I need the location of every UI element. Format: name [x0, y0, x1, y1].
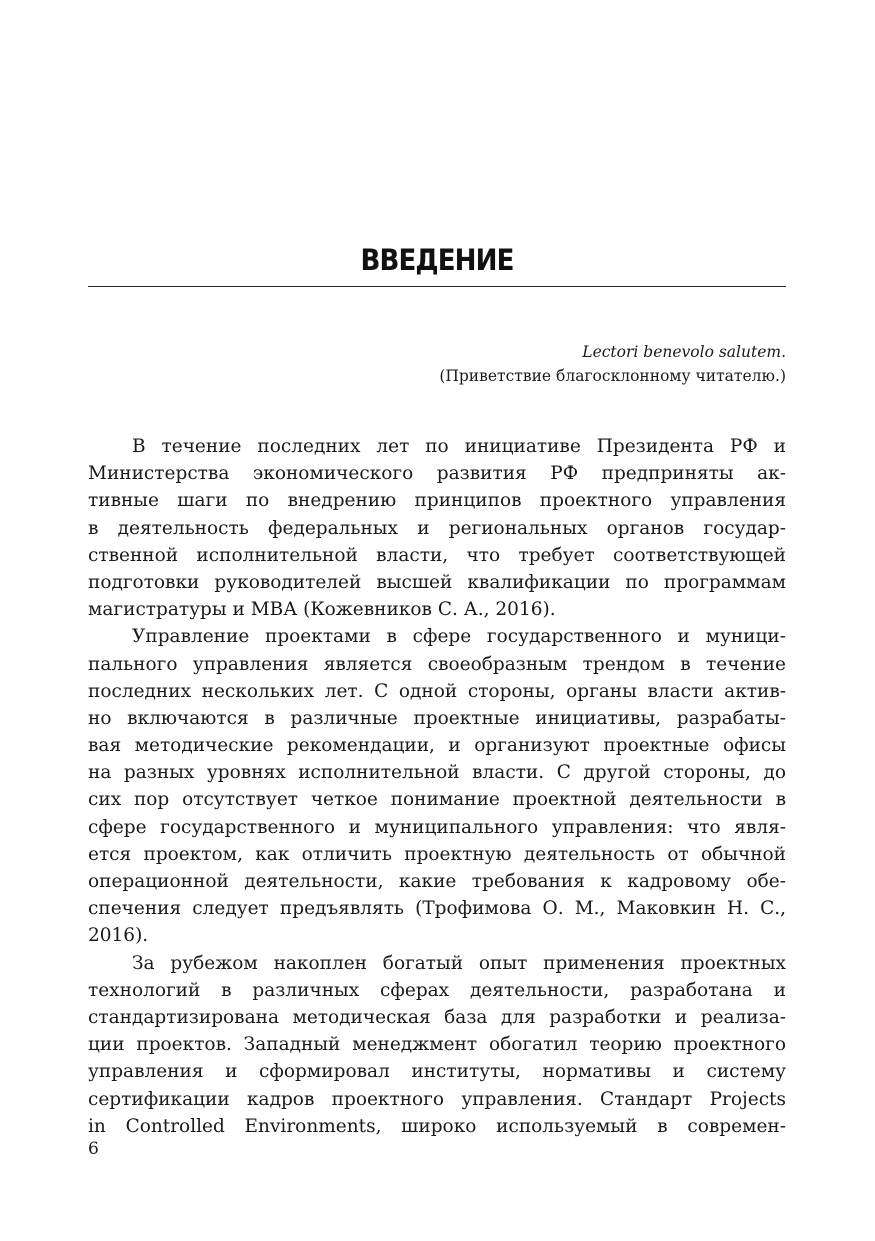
text-line: технологий в различных сферах деятельности, разработана и — [88, 979, 786, 1001]
paragraph-2 — [88, 623, 786, 949]
text-line: ственной исполнительной власти, что требует соответствующей — [88, 544, 786, 566]
text-line: За рубежом накоплен богатый опыт применения проектных — [132, 952, 786, 974]
paragraph-3 — [88, 950, 786, 1140]
text-line: ции проектов. Западный менеджмент обогатил теорию проектного — [88, 1034, 786, 1056]
text-line: вая методические рекомендации, и организуют проектные офисы — [88, 735, 786, 757]
text-line: сих пор отсутствует четкое понимание проектной деятельности в — [88, 789, 786, 811]
text-line: в деятельность федеральных и региональных органов государ- — [88, 517, 786, 539]
heading-rule — [88, 286, 786, 287]
epigraph-latin: Lectori benevolo salutem. — [582, 343, 786, 361]
page-number: 6 — [88, 1139, 99, 1159]
text-line: последних нескольких лет. С одной стороны, органы власти актив- — [88, 680, 786, 702]
text-line: Министерства экономического развития РФ предприняты ак- — [88, 463, 786, 485]
text-line: стандартизирована методическая база для разработки и реализа- — [88, 1006, 786, 1028]
text-line: на разных уровнях исполнительной власти. С другой стороны, до — [88, 762, 786, 784]
text-line: сфере государственного и муниципального управления: что явля- — [88, 816, 786, 838]
text-line: ется проектом, как отличить проектную деятельность от обычной — [88, 843, 786, 865]
text-line: Управление проектами в сфере государственного и муници- — [132, 626, 786, 648]
paragraph-1 — [88, 433, 786, 623]
text-line: подготовки руководителей высшей квалификации по программам — [88, 571, 786, 593]
text-line: сертификации кадров проектного управления. Стандарт Projects — [88, 1088, 786, 1110]
text-line: В течение последних лет по инициативе Президента РФ и — [132, 436, 786, 457]
text-line: спечения следует предъявлять (Трофимова О. М., Маковкин Н. С., — [88, 898, 786, 920]
text-line: 2016). — [88, 925, 149, 947]
text-line: тивные шаги по внедрению принципов проектного управления — [88, 490, 786, 512]
chapter-heading: ВВЕДЕНИЕ — [360, 243, 514, 277]
text-line: управления и сформировал институты, нормативы и систему — [88, 1061, 786, 1083]
text-line: но включаются в различные проектные инициативы, разрабаты- — [88, 707, 786, 729]
text-line: магистратуры и МВА (Кожевников С. А., 2016). — [88, 599, 556, 621]
text-line: in Controlled Environments, широко используемый в современ- — [88, 1115, 786, 1137]
epigraph — [439, 340, 786, 388]
body-text — [88, 433, 786, 1140]
epigraph-translation: (Приветствие благосклонному читателю.) — [439, 367, 786, 385]
text-line: пального управления является своеобразным трендом в течение — [88, 653, 786, 675]
text-line: операционной деятельности, какие требования к кадровому обе- — [88, 871, 786, 892]
